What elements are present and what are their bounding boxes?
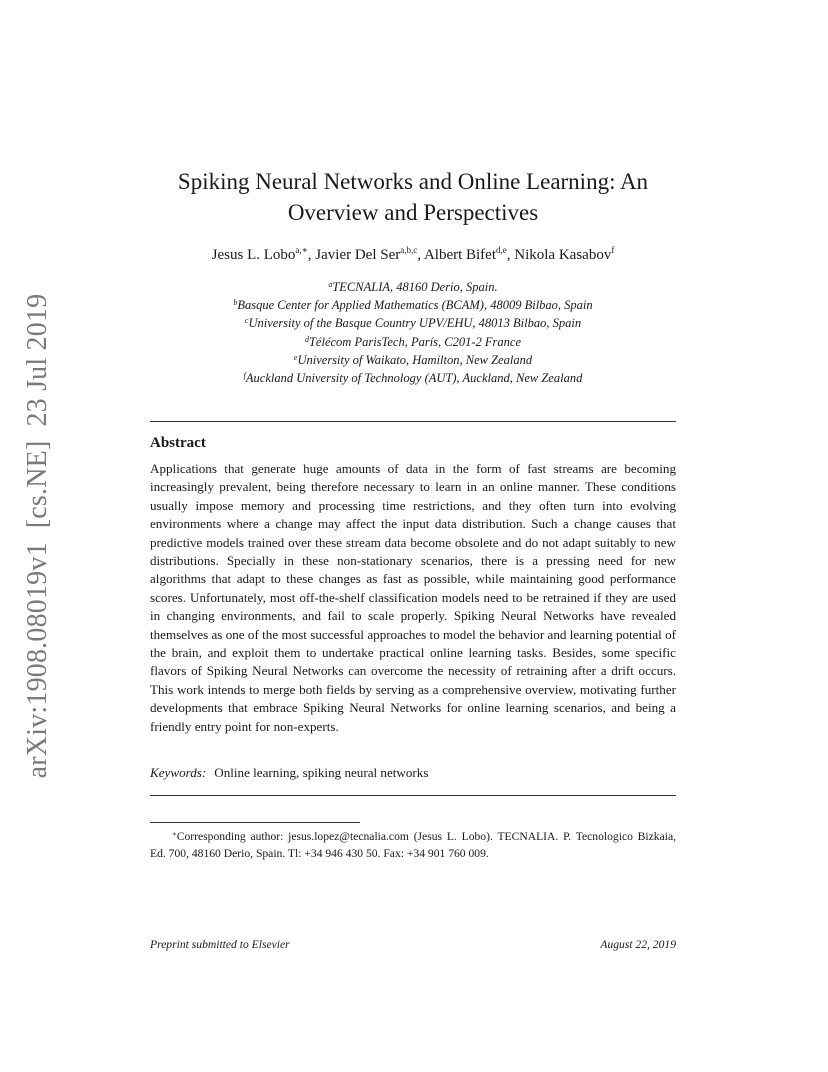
corresponding-author-footnote bbox=[150, 826, 676, 862]
keywords-line bbox=[150, 765, 676, 781]
affiliation-item bbox=[150, 277, 676, 295]
affiliation-mark: c bbox=[244, 316, 249, 326]
affiliation-mark: a bbox=[328, 280, 333, 289]
author-list bbox=[150, 245, 676, 264]
author-separator: , bbox=[417, 247, 424, 263]
abstract-body: Applications that generate huge amounts of data in the form of fast streams are becoming increasingly prevalent, being therefore necessary to learn in an online manner. These conditions usually impose memory and processing time restrictions, and they often turn into evolving environments where a change may affect the input data distribution. Such a change causes that predictive models trained over these stream data become obsolete and do not adapt suitably to new distributions. Specially in these non-stationary scenarios, there is a pressing need for new algorithms that adapt to these changes as fast as possible, while maintaining good performance scores. Unfortunately, most off-the-shelf classification models need to be retrained if they are used in changing environments, and fail to scale properly. Spiking Neural Networks have revealed themselves as one of the most successful approaches to model the behavior and learning potential of the brain, and exploit them to undertake practical online learning tasks. Besides, some specific flavors of Spiking Neural Networks can overcome the necessity of retraining after a drift occurs. This work intends to merge both fields by serving as a comprehensive overview, motivating further developments that embrace Spiking Neural Networks for online learning scenarios, and being a friendly entry point for non-experts. bbox=[150, 461, 676, 734]
author-affil-mark: f bbox=[611, 245, 615, 255]
author-separator: , bbox=[506, 247, 515, 263]
footnote-mark: ∗ bbox=[172, 830, 177, 838]
affiliation-item bbox=[150, 295, 676, 313]
preprint-note: Preprint submitted to Elsevier bbox=[150, 938, 290, 951]
affiliation-item bbox=[150, 313, 676, 331]
abstract-heading: Abstract bbox=[150, 435, 206, 451]
affiliation-text: Télécom ParisTech, París, C201-2 France bbox=[308, 334, 522, 349]
affiliation-list bbox=[150, 277, 676, 386]
affiliation-item bbox=[150, 350, 676, 368]
affiliation-mark: d bbox=[304, 334, 309, 344]
author-affil-mark: a,∗ bbox=[295, 245, 308, 255]
preprint-date: August 22, 2019 bbox=[600, 938, 676, 951]
affiliation-text: Basque Center for Applied Mathematics (BCAM), 48009 Bilbao, Spain bbox=[237, 298, 593, 313]
keywords-label: Keywords: bbox=[150, 765, 207, 780]
abstract-bottom-rule bbox=[150, 795, 676, 796]
affiliation-text: TECNALIA, 48160 Derio, Spain. bbox=[332, 280, 498, 294]
affiliation-mark: e bbox=[293, 352, 298, 362]
author-name: Albert Bifet bbox=[423, 247, 497, 263]
title-line-1: Spiking Neural Networks and Online Learning: An bbox=[177, 169, 649, 194]
affiliation-mark: f bbox=[243, 371, 246, 381]
author-separator: , bbox=[307, 247, 316, 263]
affiliation-item bbox=[150, 332, 676, 350]
affiliation-mark: b bbox=[233, 298, 238, 308]
affiliation-text: University of Waikato, Hamilton, New Zealand bbox=[297, 352, 533, 367]
author-name: Nikola Kasabov bbox=[514, 247, 612, 263]
arxiv-id: arXiv:1908.08019v1 bbox=[22, 542, 53, 779]
footnote-rule bbox=[150, 822, 360, 823]
arxiv-category: [cs.NE] bbox=[22, 440, 53, 529]
paper-title bbox=[150, 166, 676, 228]
title-line-2: Overview and Perspectives bbox=[287, 200, 539, 225]
author-affil-mark: a,b,c bbox=[400, 245, 418, 255]
arxiv-date: 23 Jul 2019 bbox=[22, 293, 53, 427]
affiliation-text: University of the Basque Country UPV/EHU, 48013 Bilbao, Spain bbox=[248, 316, 582, 331]
arxiv-sidebar-stamp bbox=[22, 294, 54, 779]
author-affil-mark: d,e bbox=[496, 245, 507, 255]
affiliation-item bbox=[150, 368, 676, 386]
footnote-text: Corresponding author: jesus.lopez@tecnalia.com (Jesus L. Lobo). TECNALIA. P. Tecnologico Bizkaia, Ed. 700, 48160 Derio, Spain. Tl: +34 946 430 50. Fax: +34 901 760 009. bbox=[150, 830, 676, 860]
keywords-text: Online learning, spiking neural networks bbox=[214, 765, 429, 780]
affiliation-text: Auckland University of Technology (AUT), Auckland, New Zealand bbox=[245, 371, 583, 386]
author-name: Jesus L. Lobo bbox=[211, 247, 296, 263]
abstract-top-rule bbox=[150, 421, 676, 422]
author-name: Javier Del Ser bbox=[315, 247, 401, 263]
